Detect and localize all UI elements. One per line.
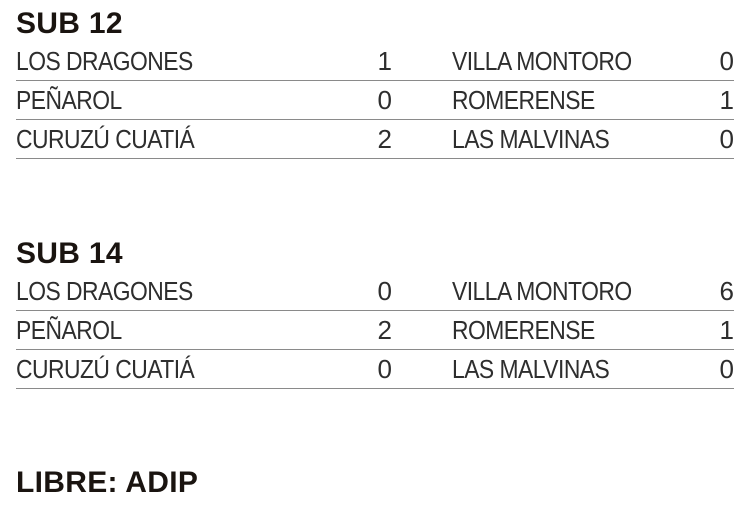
section-sub14	[16, 236, 734, 389]
home-score: 0	[377, 275, 392, 306]
home-score: 0	[377, 353, 392, 384]
away-score: 6	[719, 275, 734, 306]
away-team: ROMERENSE	[452, 84, 595, 115]
away-score: 0	[719, 45, 734, 76]
home-score: 2	[377, 314, 392, 345]
libre-label: LIBRE: ADIP	[16, 466, 199, 499]
away-team-cell	[392, 46, 712, 77]
away-score: 1	[719, 84, 734, 115]
results-table	[16, 272, 734, 389]
away-team: ROMERENSE	[452, 314, 595, 345]
home-score: 2	[377, 123, 392, 154]
away-score: 1	[719, 314, 734, 345]
away-team-cell	[392, 85, 712, 116]
section-libre	[16, 465, 734, 501]
away-team: LAS MALVINAS	[452, 123, 610, 154]
table-row	[16, 42, 734, 81]
away-team-cell	[392, 315, 712, 346]
home-team: CURUZÚ CUATIÁ	[16, 123, 195, 154]
home-team: PEÑAROL	[16, 314, 122, 345]
home-score: 1	[377, 45, 392, 76]
table-row	[16, 350, 734, 389]
home-team: PEÑAROL	[16, 84, 122, 115]
section-sub12	[16, 6, 734, 159]
away-team-cell	[392, 354, 712, 385]
home-score: 0	[377, 84, 392, 115]
section-title: SUB 14	[16, 237, 123, 270]
away-team: VILLA MONTORO	[452, 275, 632, 306]
table-row	[16, 311, 734, 350]
table-row	[16, 120, 734, 159]
away-score: 0	[719, 123, 734, 154]
results-table	[16, 42, 734, 159]
home-team: LOS DRAGONES	[16, 45, 193, 76]
away-team-cell	[392, 124, 712, 155]
table-row	[16, 272, 734, 311]
table-row	[16, 81, 734, 120]
away-team-cell	[392, 276, 712, 307]
home-team: LOS DRAGONES	[16, 275, 193, 306]
section-title: SUB 12	[16, 7, 123, 40]
away-team: LAS MALVINAS	[452, 353, 610, 384]
home-team: CURUZÚ CUATIÁ	[16, 353, 195, 384]
away-score: 0	[719, 353, 734, 384]
away-team: VILLA MONTORO	[452, 45, 632, 76]
